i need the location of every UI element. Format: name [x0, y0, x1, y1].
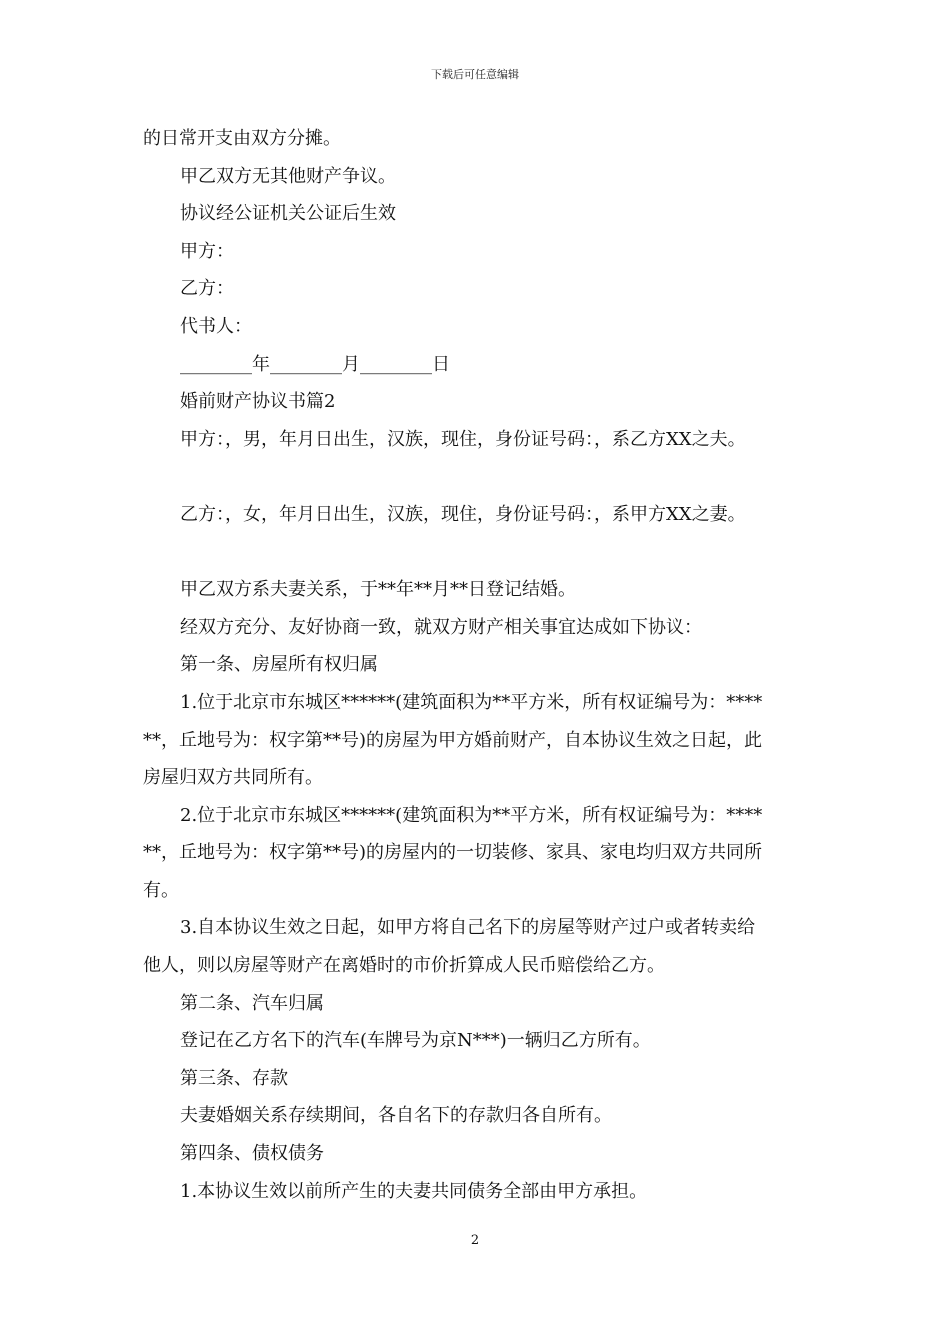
paragraph-line: 甲乙双方系夫妻关系，于**年**月**日登记结婚。 — [180, 579, 576, 601]
paragraph-line: 夫妻婚姻关系存续期间，各自名下的存款归各自所有。 — [180, 1105, 612, 1127]
signature-party-a: 甲方： — [180, 240, 234, 262]
paragraph-line: 3.自本协议生效之日起，如甲方将自己名下的房屋等财产过户或者转卖给 — [180, 917, 756, 939]
paragraph-line: 甲乙双方无其他财产争议。 — [180, 165, 396, 187]
paragraph-line: 1.位于北京市东城区******(建筑面积为**平方米，所有权证编号为：**** — [180, 691, 763, 713]
paragraph-line: 经双方充分、友好协商一致，就双方财产相关事宜达成如下协议： — [180, 616, 702, 638]
paragraph-line: **，丘地号为：权字第**号)的房屋内的一切装修、家具、家电均归双方共同所 — [143, 842, 763, 864]
paragraph-line: 登记在乙方名下的汽车(车牌号为京N***)一辆归乙方所有。 — [180, 1030, 651, 1052]
blank-line — [143, 534, 807, 572]
article-heading: 第一条、房屋所有权归属 — [180, 654, 378, 676]
paragraph-line: **，丘地号为：权字第**号)的房屋为甲方婚前财产，自本协议生效之日起，此 — [143, 729, 763, 751]
paragraph-line: 有。 — [143, 879, 179, 901]
date-line: ________年________月________日 — [180, 353, 450, 375]
article-heading: 第二条、汽车归属 — [180, 992, 324, 1014]
paragraph-line: 的日常开支由双方分摊。 — [143, 128, 341, 149]
paragraph-line: 房屋归双方共同所有。 — [143, 767, 323, 789]
page-header: 下载后可任意编辑 — [431, 68, 519, 81]
paragraph-line: 2.位于北京市东城区******(建筑面积为**平方米，所有权证编号为：**** — [180, 804, 763, 826]
page-number: 2 — [470, 1233, 480, 1248]
paragraph-line: 他人，则以房屋等财产在离婚时的市价折算成人民币赔偿给乙方。 — [143, 955, 665, 977]
article-heading: 第三条、存款 — [180, 1067, 288, 1089]
party-b-info: 乙方：，女，年月日出生，汉族，现住，身份证号码：，系甲方XX之妻。 — [180, 503, 746, 525]
document-body — [143, 120, 807, 1210]
section-title: 婚前财产协议书篇2 — [180, 391, 336, 413]
party-a-info: 甲方：，男，年月日出生，汉族，现住，身份证号码：，系乙方XX之夫。 — [180, 428, 746, 450]
blank-line — [143, 458, 807, 496]
signature-party-b: 乙方： — [180, 278, 234, 300]
paragraph-line: 1.本协议生效以前所产生的夫妻共同债务全部由甲方承担。 — [180, 1180, 648, 1202]
article-heading: 第四条、债权债务 — [180, 1143, 324, 1165]
paragraph-line: 协议经公证机关公证后生效 — [180, 203, 396, 225]
signature-scribe: 代书人： — [180, 315, 252, 337]
